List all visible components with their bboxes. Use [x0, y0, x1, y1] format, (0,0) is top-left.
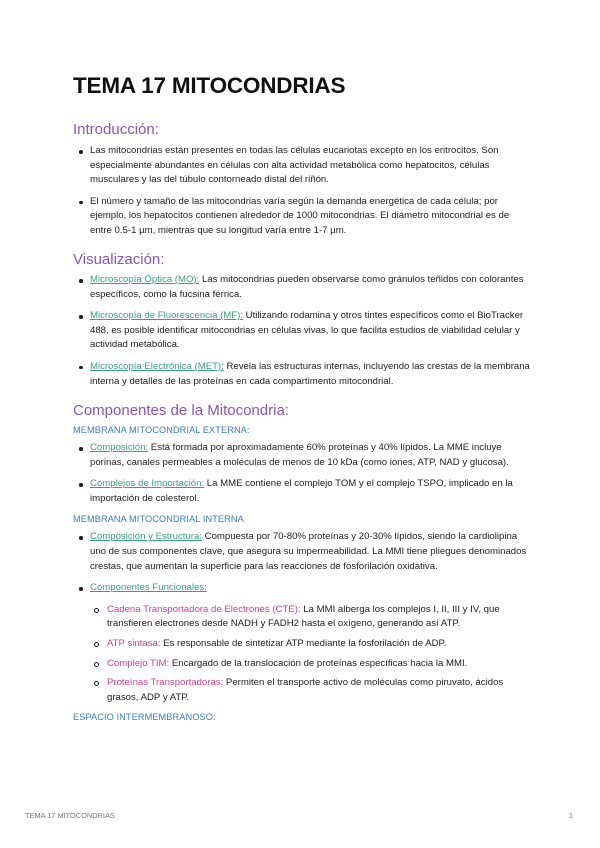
nested-list-item: ATP sintasa: Es responsable de sintetizar ATP mediante la fosforilación de ADP. — [73, 637, 533, 652]
visual-heading: Visualización: — [73, 251, 165, 268]
term-link-funcionales[interactable]: Componentes Funcionales: — [90, 582, 207, 594]
mme-list — [73, 441, 533, 506]
term-link-mo[interactable]: Microscopía Óptica (MO): — [90, 274, 200, 285]
list-item: Microscopía de Fluorescencia (MF): Utilizando rodamina y otros tintes específicos como el BioTracker 488, es posible identificar mitocondrias en células vivas, lo que facilita estudios de viabilidad celular y actividad metabólica. — [73, 309, 533, 353]
list-item: Microscopía Electrónica (MET): Revela las estructuras internas, incluyendo las crestas de la membrana interna y detalles de las proteínas en cada compartimento mitocondrial. — [73, 360, 533, 389]
term-link-composicion[interactable]: Composición: — [90, 442, 149, 453]
term-link-met[interactable]: Microscopía Electrónica (MET): — [90, 360, 224, 372]
term-transportadoras: Proteínas Transportadoras: — [107, 677, 224, 689]
page-title: TEMA 17 MITOCONDRIAS — [73, 73, 346, 98]
page-number: 1 — [568, 811, 573, 820]
nested-list-item: Proteínas Transportadoras: Permiten el transporte activo de moléculas como piruvato, ácidos grasos, ADP y ATP. — [73, 676, 533, 705]
list-item: Las mitocondrias están presentes en todas las células eucariotas excepto en los eritrocitos. Son especialmente abundantes en células con alta actividad metabólica como hepatocitos, células musculares y las del túbulo contorneado distal del riñón. — [73, 144, 533, 188]
mmi-label: MEMBRANA MITOCONDRIAL INTERNA — [73, 514, 244, 525]
intro-list — [73, 144, 533, 239]
mme-label: MEMBRANA MITOCONDRIAL EXTERNA: — [73, 425, 250, 435]
mmi-list — [73, 530, 533, 705]
term-atp-sintasa: ATP sintasa: — [107, 637, 161, 649]
page-footer — [25, 811, 575, 820]
term-link-mf[interactable]: Microscopía de Fluorescencia (MF): — [90, 310, 244, 322]
components-heading: Componentes de la Mitocondria: — [73, 402, 289, 419]
term-link-importacion[interactable]: Complejos de Importación: — [90, 478, 205, 490]
footer-title: TEMA 17 MITOCONDRIAS — [25, 811, 115, 820]
list-item: El número y tamaño de las mitocondrias varía según la demanda energética de cada célula; por ejemplo, los hepatocitos contienen alrededor de 1000 mitocondrias. El diámetro mitocondrial es de entre 0.5-1 µm, mientras que su longitud varía entre 1-7 µm. — [73, 195, 533, 239]
components-section — [73, 402, 533, 722]
list-item: Composición: Está formada por aproximadamente 60% proteínas y 40% lípidos. La MME incluye porinas, canales permeables a moléculas de menos de 10 kDa (como iones, ATP, NAD y glucosa). — [73, 441, 533, 470]
nested-list-item: Complejo TIM: Encargado de la translocación de proteínas específicas hacia la MMI. — [73, 657, 533, 672]
list-item: Composición y Estructura: Compuesta por 70-80% proteínas y 20-30% lípidos, siendo la cardiolipina uno de sus componentes clave, que asegura su impermeabilidad. La MMI tiene pliegues denominados crestas, que aumentan la superficie para las reacciones de fosforilación oxidativa. — [73, 530, 533, 574]
visual-list — [73, 273, 533, 389]
term-link-estructura[interactable]: Composición y Estructura: — [90, 531, 202, 543]
list-item: Microscopía Óptica (MO): Las mitocondrias pueden observarse como gránulos teñidos con colorantes específicos, como la fucsina férrica. — [73, 273, 533, 302]
term-tim: Complejo TIM: — [107, 657, 170, 669]
nested-list-item: Cadena Transportadora de Electrones (CTE): La MMI alberga los complejos I, II, III y IV, que transfieren electrones desde NADH y FADH2 hasta el oxígeno, generando así ATP. — [73, 603, 533, 632]
intro-heading: Introducción: — [73, 121, 159, 138]
eim-label: ESPACIO INTERMEMBRANOSO: — [73, 712, 216, 723]
list-item — [73, 581, 533, 596]
visual-section — [73, 251, 533, 389]
term-cte: Cadena Transportadora de Electrones (CTE): — [107, 603, 301, 615]
intro-section — [73, 121, 533, 239]
list-item: Complejos de Importación: La MME contiene el complejo TOM y el complejo TSPO, implicado en la importación de colesterol. — [73, 477, 533, 506]
